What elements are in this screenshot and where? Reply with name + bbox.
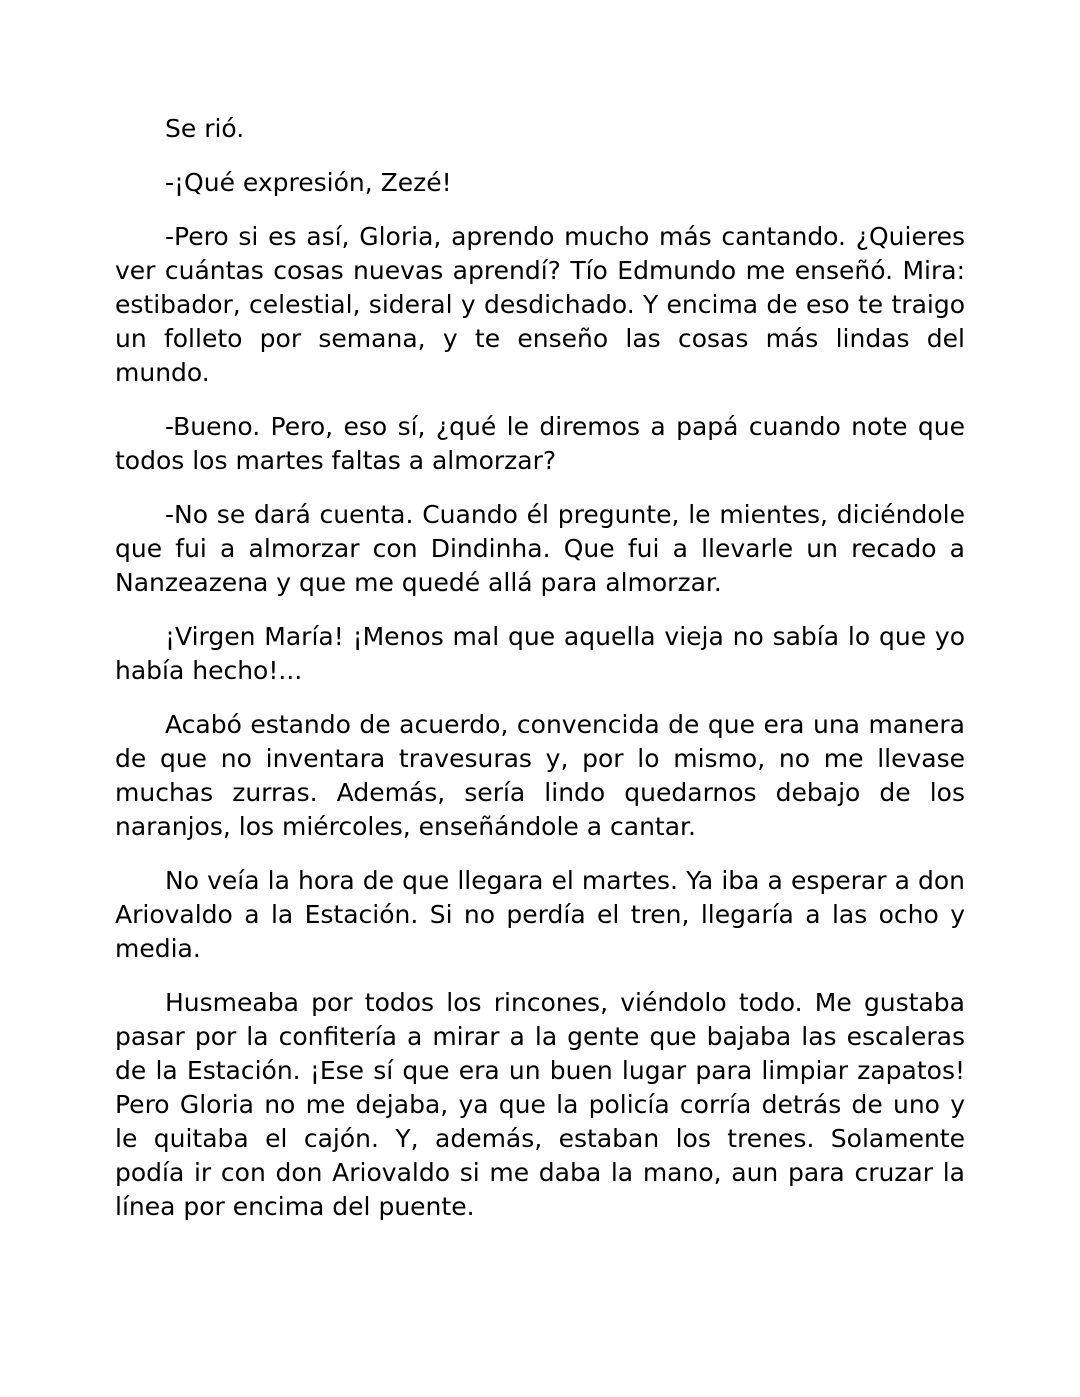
paragraph: -Pero si es así, Gloria, aprendo mucho más cantando. ¿Quieres ver cuántas cosas nuevas aprendí? Tío Edmundo me enseñó. Mira: estibador, celestial, sideral y desdichado. Y encima de eso te traigo un folleto por semana, y te enseño las cosas más lindas del mundo. [115,222,965,387]
paragraph: Se rió. [165,114,245,143]
paragraph: -¡Qué expresión, Zezé! [165,168,452,197]
document-body [115,112,965,1224]
paragraph: Husmeaba por todos los rincones, viéndolo todo. Me gustaba pasar por la confitería a mirar a la gente que bajaba las escaleras de la Estación. ¡Ese sí que era un buen lugar para limpiar zapatos! Pero Gloria no me dejaba, ya que la policía corría detrás de uno y le quitaba el cajón. Y, además, estaban los trenes. Solamente podía ir con don Ariovaldo si me daba la mano, aun para cruzar la línea por encima del puente. [115,988,965,1221]
paragraph: -No se dará cuenta. Cuando él pregunte, le mientes, diciéndole que fui a almorzar con Dindinha. Que fui a llevarle un recado a Nanzeazena y que me quedé allá para almorzar. [115,500,965,597]
paragraph: Acabó estando de acuerdo, convencida de que era una manera de que no inventara travesuras y, por lo mismo, no me llevase muchas zurras. Además, sería lindo quedarnos debajo de los naranjos, los miércoles, enseñándole a cantar. [115,710,965,841]
paragraph: ¡Virgen María! ¡Menos mal que aquella vieja no sabía lo que yo había hecho!... [115,622,965,685]
paragraph: No veía la hora de que llegara el martes. Ya iba a esperar a don Ariovaldo a la Estación. Si no perdía el tren, llegaría a las ocho y media. [115,866,965,963]
paragraph: -Bueno. Pero, eso sí, ¿qué le diremos a papá cuando note que todos los martes faltas a almorzar? [115,412,965,475]
